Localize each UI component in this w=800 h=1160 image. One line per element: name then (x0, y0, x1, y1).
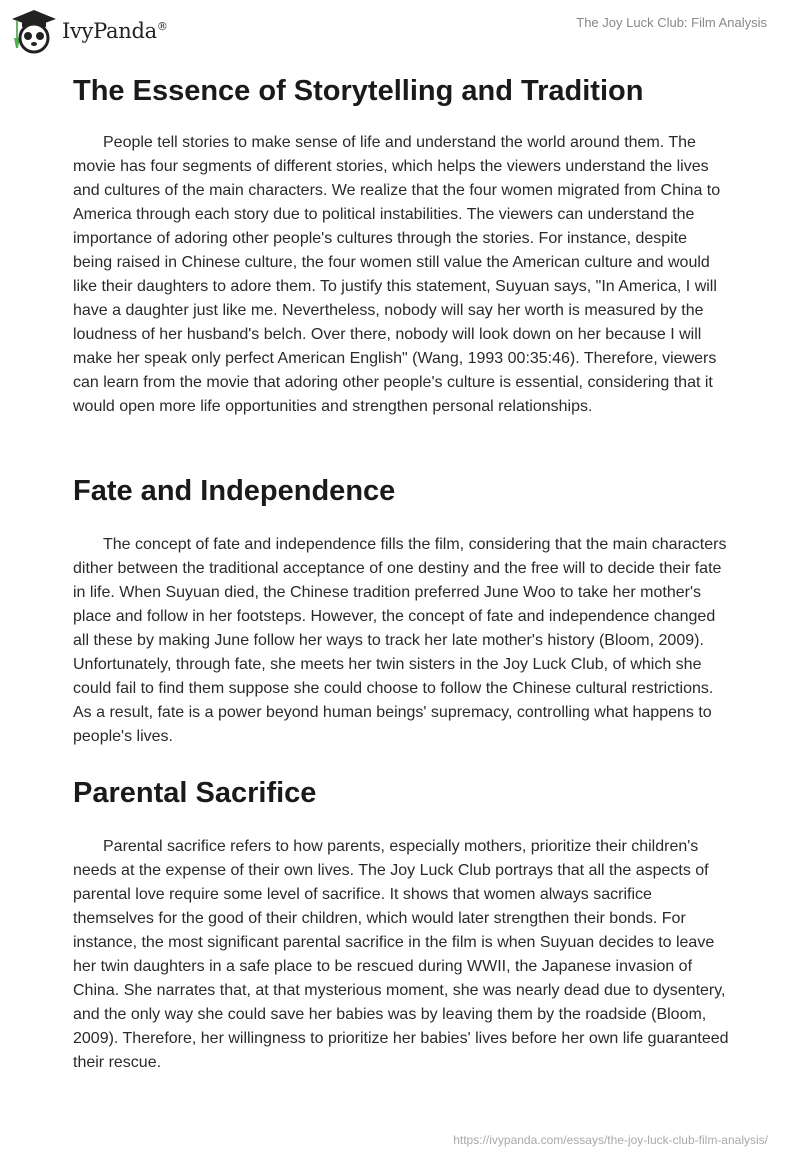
document-title: The Joy Luck Club: Film Analysis (576, 15, 767, 30)
section-paragraph: The concept of fate and independence fills the film, considering that the main characters dither between the traditional acceptance of one destiny and the free will to decide their fate in life. When Suyuan died, the Chinese tradition preferred June Woo to take her mother's place and follow in her footsteps. However, the concept of fate and independence changed all these by making June follow her ways to track her late mother's history (Bloom, 2009). Unfortunately, through fate, she meets her twin sisters in the Joy Luck Club, of which she could fail to find them suppose she could choose to follow the Chinese cultural restrictions. As a result, fate is a power beyond human beings' supremacy, controlling what happens to people's lives. (73, 536, 727, 745)
section-paragraph: Parental sacrifice refers to how parents, especially mothers, prioritize their children's needs at the expense of their own lives. The Joy Luck Club portrays that all the aspects of parental love require some level of sacrifice. It shows that women always sacrifice themselves for the good of their children, which would later strengthen their bonds. For instance, the most significant parental sacrifice in the film is when Suyuan decides to leave her twin daughters in a safe place to be rescued during WWII, the Japanese invasion of China. She narrates that, at that mysterious moment, she was nearly dead due to dysentery, and the only way she could save her babies was by leaving them by the roadside (Bloom, 2009). Therefore, her willingness to prioritize her babies' lives before her own life guaranteed their rescue. (73, 838, 729, 1071)
source-url-link[interactable]: https://ivypanda.com/essays/the-joy-luck-club-film-analysis/ (453, 1133, 768, 1147)
section-heading: The Essence of Storytelling and Tradition (73, 75, 644, 107)
panda-logo-icon (12, 8, 56, 54)
section-paragraph: People tell stories to make sense of life and understand the world around them. The movie has four segments of different stories, which helps the viewers understand the lives and cultures of the main characters. We realize that the four women migrated from China to America through each story due to political instabilities. The viewers can understand the importance of adoring other people's cultures through the stories. For instance, despite being raised in Chinese culture, the four women still value the American culture and would like their daughters to adore them. To justify this statement, Suyuan says, "In America, I will have a daughter just like me. Nevertheless, nobody will say her worth is measured by the loudness of her husband's belch. Over there, nobody will look down on her because I will make her speak only perfect American English" (Wang, 1993 00:35:46). Therefore, viewers can learn from the movie that adoring other people's culture is essential, considering that it would open more life opportunities and strengthen personal relationships. (73, 134, 721, 415)
logo-text: IvyPanda® (62, 19, 168, 43)
section-heading: Fate and Independence (73, 475, 396, 507)
section-heading: Parental Sacrifice (73, 777, 317, 809)
ivypanda-logo[interactable] (12, 8, 168, 54)
